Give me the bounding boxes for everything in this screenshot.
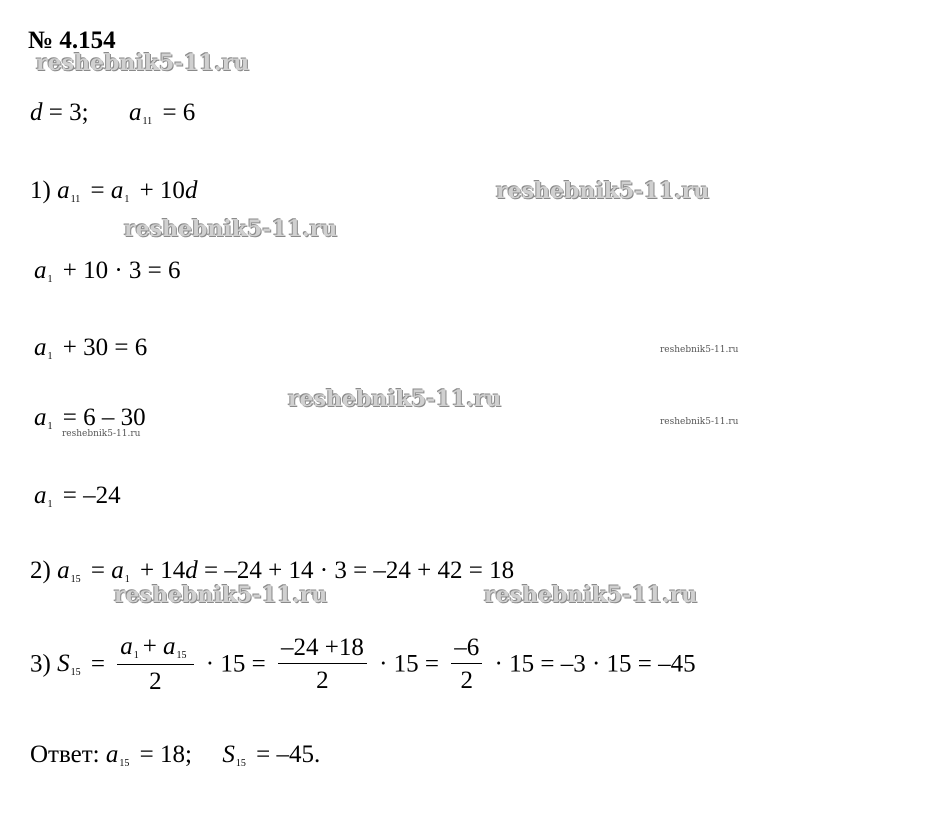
equals: = — [90, 177, 105, 204]
var-a: a — [57, 557, 70, 584]
var-a: a — [163, 633, 176, 660]
watermark: reshebnik5-11.ru — [496, 178, 710, 204]
step1-line3 — [34, 335, 147, 362]
step1-label: 1) — [30, 177, 51, 204]
fraction-denominator: 2 — [316, 667, 329, 694]
var-S: S — [222, 741, 235, 768]
watermark: reshebnik5-11.ru — [484, 582, 698, 608]
subscript: 15 — [176, 650, 187, 661]
subscript: 1 — [124, 194, 130, 205]
var-d: d — [185, 557, 198, 584]
subscript: 15 — [70, 574, 81, 585]
fraction-numerator — [117, 634, 193, 665]
step1-line5 — [34, 483, 121, 510]
var-a: a — [110, 177, 124, 204]
fraction-numerator: –24 +18 — [278, 635, 367, 664]
plus-term: + 14 — [139, 557, 186, 584]
subscript: 15 — [235, 758, 246, 769]
plus-term: + 10 — [139, 177, 185, 204]
watermark-small: reshebnik5-11.ru — [660, 345, 739, 355]
fraction-denominator: 2 — [149, 668, 162, 695]
subscript: 15 — [70, 666, 81, 678]
watermark-small: reshebnik5-11.ru — [62, 429, 141, 439]
subscript: 1 — [47, 274, 53, 285]
given-line — [30, 100, 195, 127]
step2-label: 2) — [30, 557, 51, 584]
answer-label: Ответ: — [30, 741, 100, 768]
step3-line — [30, 634, 696, 694]
watermark: reshebnik5-11.ru — [36, 50, 250, 76]
subscript: 1 — [47, 351, 53, 362]
subscript: 1 — [133, 650, 139, 661]
equation-rest: = –24 + 14 · 3 = –24 + 42 = 18 — [204, 557, 515, 584]
equation-rest: + 30 = 6 — [62, 334, 148, 361]
var-a: a — [57, 177, 70, 204]
answer-a-value: = 18; — [139, 741, 192, 768]
step2-line — [30, 558, 514, 585]
given-d-value: = 3; — [48, 99, 89, 126]
var-a: a — [111, 557, 124, 584]
var-a: a — [105, 741, 119, 768]
fraction-3 — [451, 635, 482, 693]
equation-rest: + 10 · 3 = 6 — [62, 257, 181, 284]
subscript: 11 — [142, 116, 153, 127]
equation-tail: · 15 = –3 · 15 = –45 — [494, 650, 696, 678]
subscript: 15 — [119, 758, 130, 769]
fraction-numerator: –6 — [451, 635, 482, 664]
var-a: a — [34, 482, 47, 509]
step1-line4 — [34, 405, 146, 432]
problem-number: № 4.154 — [28, 27, 116, 54]
watermark: reshebnik5-11.ru — [114, 582, 328, 608]
fraction-1 — [117, 634, 193, 694]
var-a: a — [34, 257, 47, 284]
var-a: a — [129, 99, 142, 126]
subscript: 1 — [47, 499, 53, 510]
answer-line — [30, 742, 320, 769]
var-d: d — [30, 99, 43, 126]
equals: = — [90, 557, 105, 584]
step1-line2 — [34, 258, 181, 285]
subscript: 11 — [70, 194, 81, 205]
var-a: a — [34, 334, 47, 361]
watermark: reshebnik5-11.ru — [124, 216, 338, 242]
fraction-2 — [278, 635, 367, 693]
watermark-small: reshebnik5-11.ru — [660, 417, 739, 427]
equals: = — [90, 650, 105, 678]
fraction-denominator: 2 — [460, 667, 474, 694]
times-fifteen: · 15 = — [379, 650, 440, 678]
var-a: a — [120, 633, 133, 660]
step3-label: 3) — [30, 650, 51, 678]
equation-rest: = 6 – 30 — [62, 404, 146, 431]
answer-S-value: = –45. — [256, 741, 321, 768]
plus-sign: + — [142, 633, 157, 660]
times-fifteen: · 15 = — [205, 650, 266, 678]
subscript: 1 — [47, 421, 53, 432]
subscript: 1 — [124, 574, 130, 585]
var-a: a — [34, 404, 47, 431]
var-d: d — [184, 177, 198, 204]
watermark: reshebnik5-11.ru — [288, 386, 502, 412]
var-S: S — [57, 649, 70, 677]
given-a-value: = 6 — [162, 99, 196, 126]
equation-rest: = –24 — [62, 482, 121, 509]
step1-line1 — [30, 178, 197, 205]
